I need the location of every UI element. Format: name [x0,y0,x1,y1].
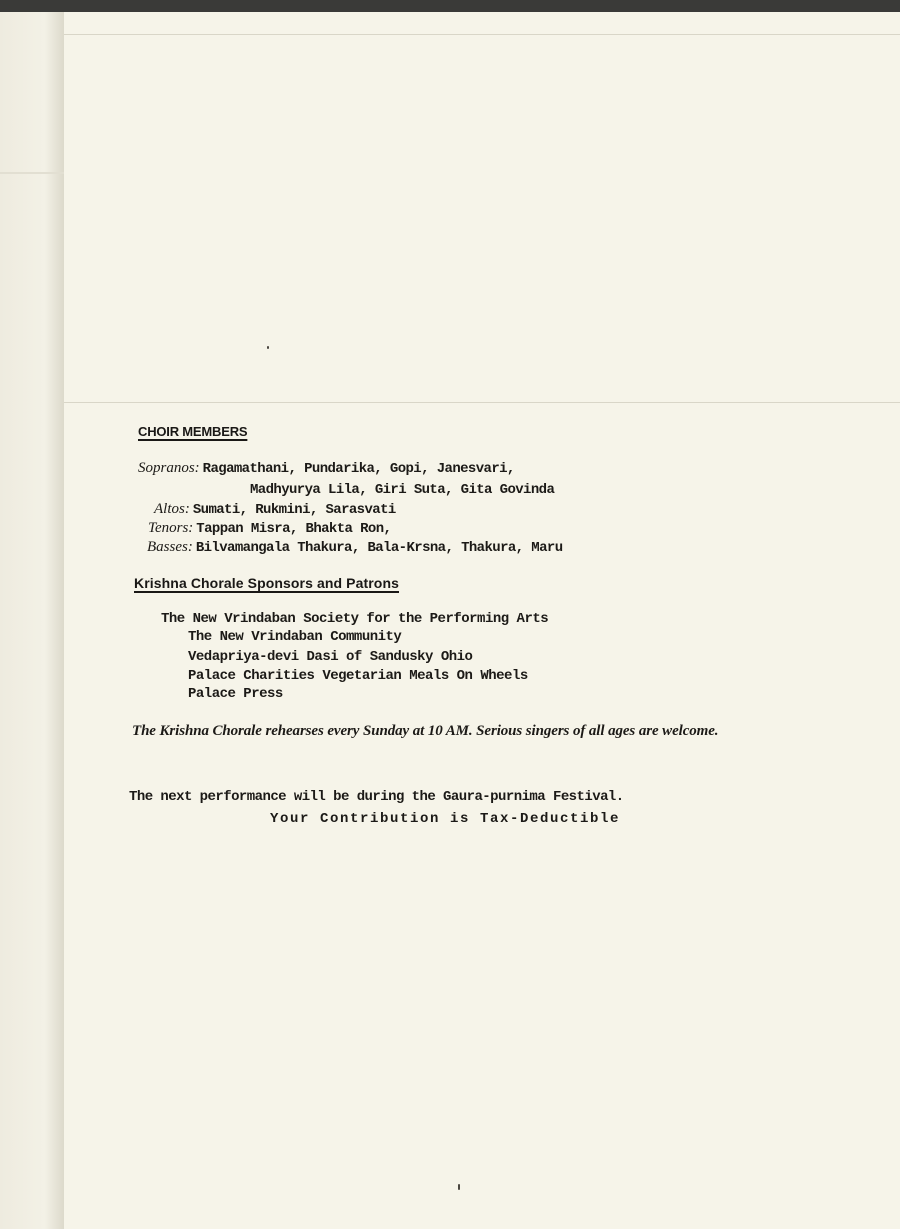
rehearsal-note: The Krishna Chorale rehearses every Sunday at 10 AM. Serious singers of all ages are welcome. [132,723,719,739]
back-page-edge [0,12,64,1229]
tenors-row [148,520,391,537]
sponsors-title: Krishna Chorale Sponsors and Patrons [134,575,399,591]
altos-names: Sumati, Rukmini, Sarasvati [192,502,396,518]
sponsor-item: Palace Press [188,686,283,702]
altos-row [154,501,396,518]
altos-label: Altos: [154,501,190,517]
basses-row [147,539,563,556]
scan-top-edge [0,0,900,12]
next-performance-note: The next performance will be during the Gaura-purnima Festival. [129,789,624,805]
sopranos-names-continued: Madhyurya Lila, Giri Suta, Gita Govinda [250,482,555,498]
sponsor-item: Palace Charities Vegetarian Meals On Wheels [188,668,528,684]
paper-speck [458,1184,460,1190]
sponsor-item: The New Vrindaban Society for the Performing Arts [161,611,549,627]
middle-fold-line [64,402,900,403]
top-fold-line [64,34,900,35]
sponsor-item: Vedapriya-devi Dasi of Sandusky Ohio [188,649,473,665]
program-page [64,12,900,1229]
tenors-label: Tenors: [148,520,194,536]
sopranos-label: Sopranos: [138,460,200,476]
choir-members-title: CHOIR MEMBERS [138,424,248,439]
tenors-names: Tappan Misra, Bhakta Ron, [196,521,392,537]
basses-label: Basses: [147,539,193,555]
back-page-crease [0,172,64,174]
tax-deductible-note: Your Contribution is Tax-Deductible [270,811,621,827]
basses-names: Bilvamangala Thakura, Bala-Krsna, Thakura, Maru [195,540,563,556]
sopranos-row [138,460,515,477]
paper-speck [267,346,269,349]
sopranos-names: Ragamathani, Pundarika, Gopi, Janesvari, [202,461,515,477]
sponsor-item: The New Vrindaban Community [188,629,402,645]
